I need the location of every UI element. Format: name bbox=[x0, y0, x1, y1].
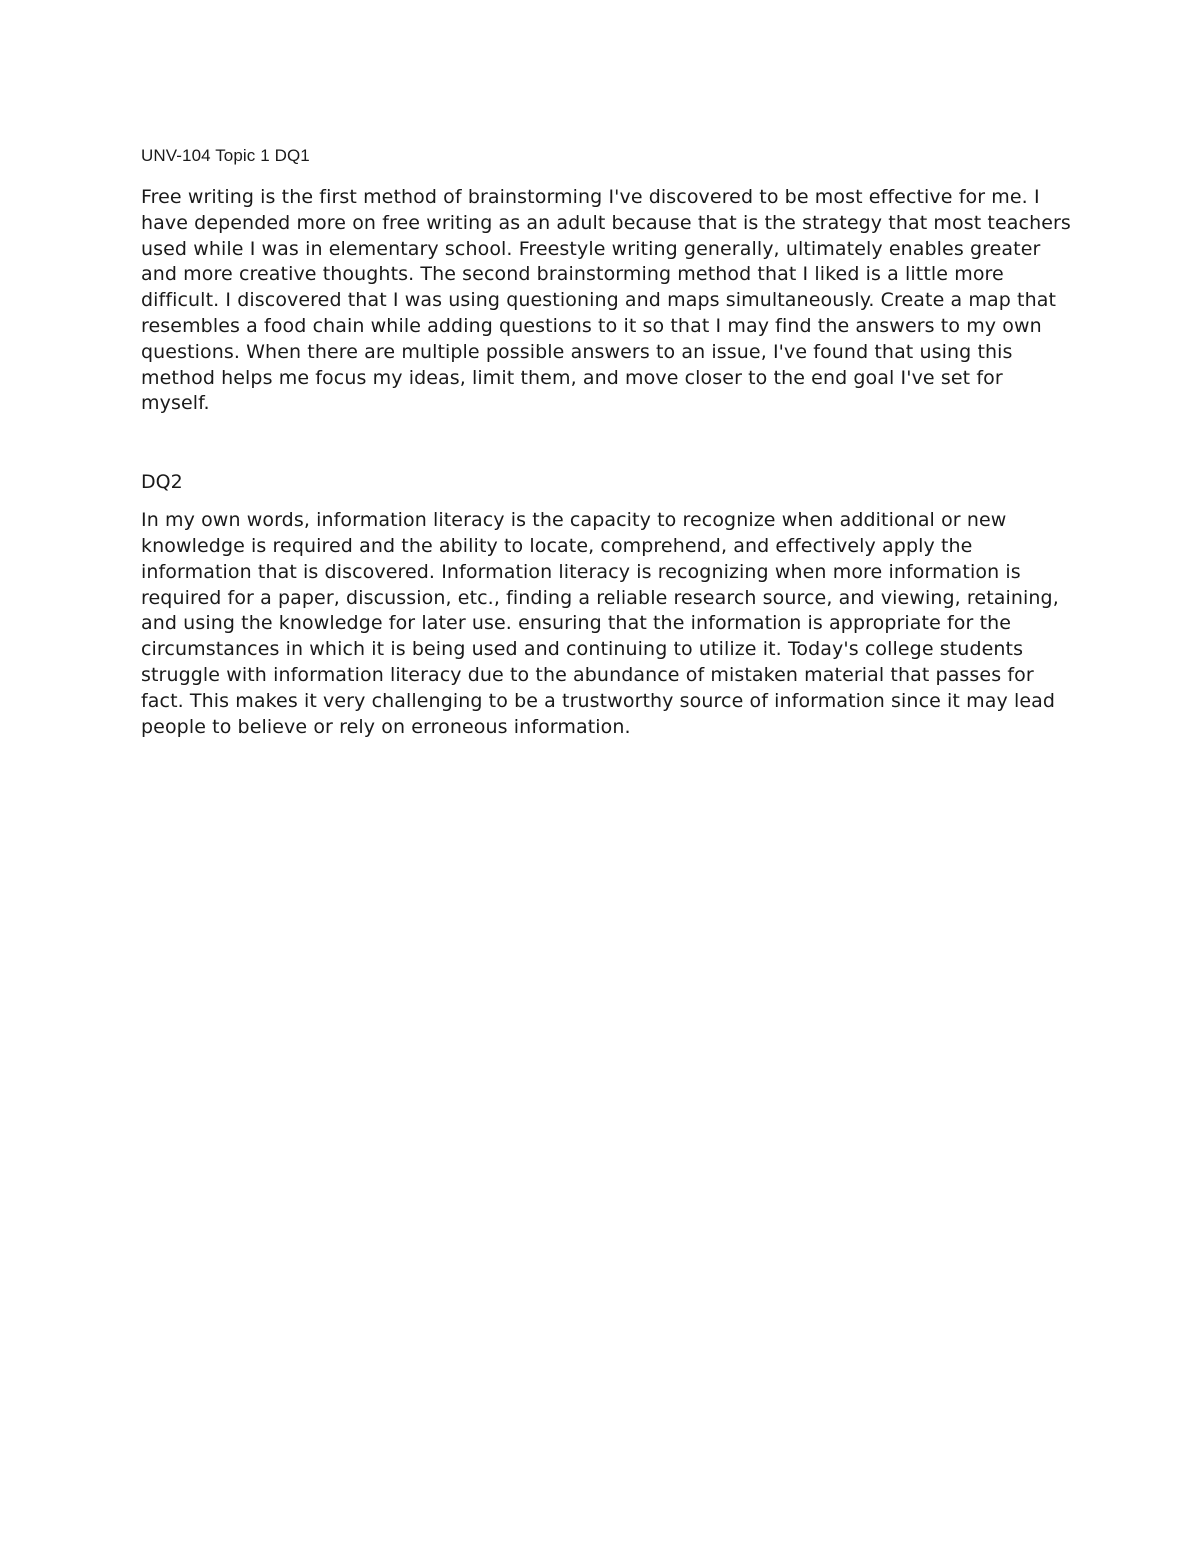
dq2-heading: DQ2 bbox=[141, 471, 183, 494]
dq1-paragraph: Free writing is the first method of brainstorming I've discovered to be most effective for me. I have depended more on free writing as an adult because that is the strategy that most teachers used while I was in elementary school. Freestyle writing generally, ultimately enables greater and more creative thoughts. The second brainstorming method that I liked is a little more difficult. I discovered that I was using questioning and maps simultaneously. Create a map that resembles a food chain while adding questions to it so that I may find the answers to my own questions. When there are multiple possible answers to an issue, I've found that using this method helps me focus my ideas, limit them, and move closer to the end goal I've set for myself. bbox=[141, 186, 1071, 415]
document-title: UNV-104 Topic 1 DQ1 bbox=[141, 146, 310, 165]
dq2-paragraph: In my own words, information literacy is the capacity to recognize when additional or new knowledge is required and the ability to locate, comprehend, and effectively apply the information that is discovered. Information literacy is recognizing when more information is required for a paper, discussion, etc., finding a reliable research source, and viewing, retaining, and using the knowledge for later use. ensuring that the information is appropriate for the circumstances in which it is being used and continuing to utilize it. Today's college students struggle with information literacy due to the abundance of mistaken material that passes for fact. This makes it very challenging to be a trustworthy source of information since it may lead people to believe or rely on erroneous information. bbox=[141, 509, 1059, 738]
document-body bbox=[141, 143, 1071, 740]
